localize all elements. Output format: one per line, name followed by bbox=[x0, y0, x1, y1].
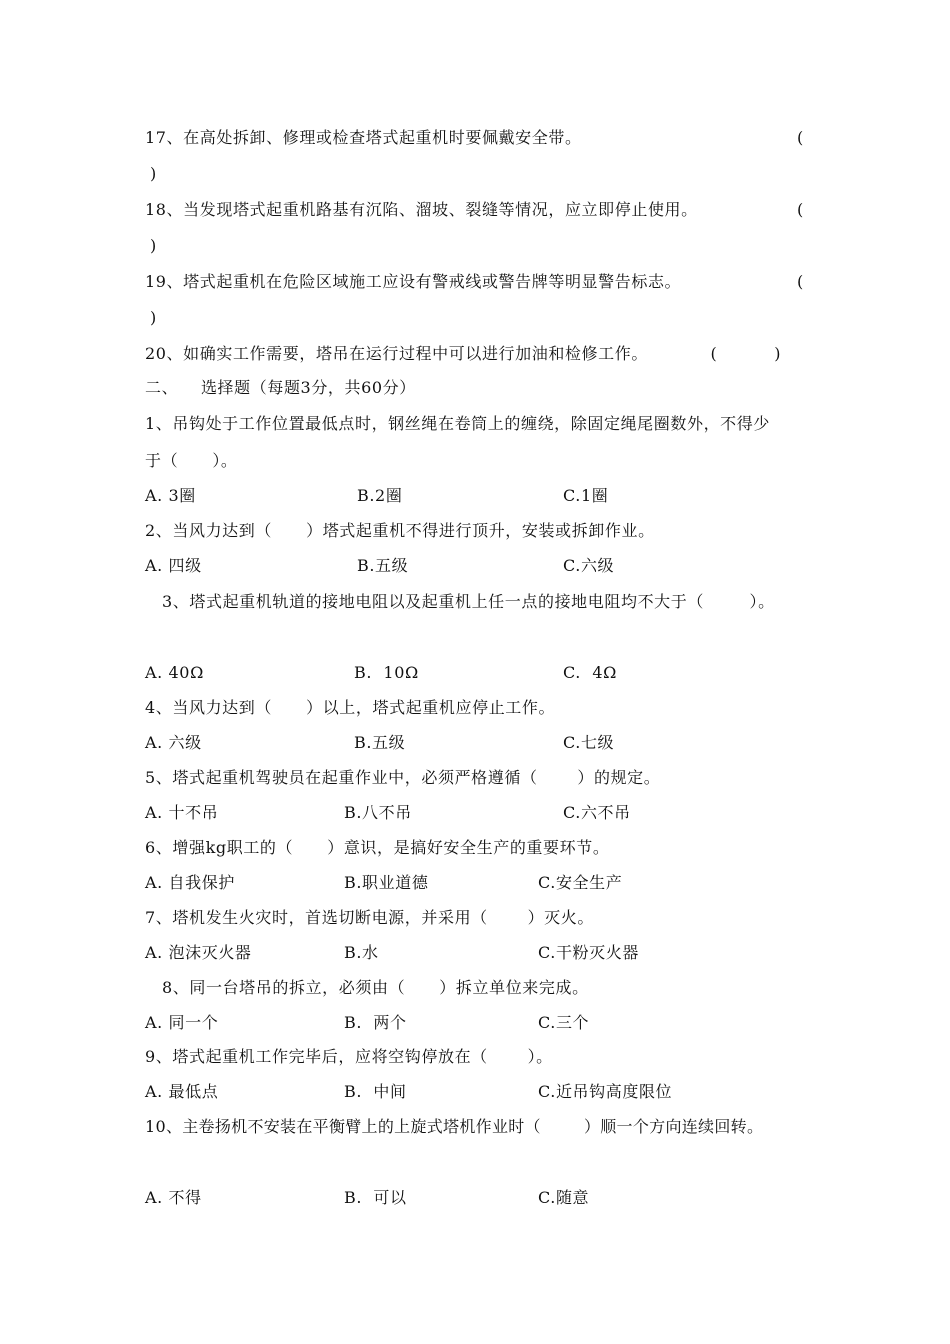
mc-question-5-line1: 5、塔式起重机驾驶员在起重作业中，必须严格遵循（ ）的规定。 bbox=[145, 768, 661, 787]
mc-question-2-option-b: B.五级 bbox=[357, 556, 409, 575]
mc-question-5-option-a: A. 十不吊 bbox=[145, 803, 219, 822]
mc-question-9-option-a: A. 最低点 bbox=[145, 1082, 219, 1101]
mc-question-9-option-b: B. 中间 bbox=[344, 1082, 407, 1101]
mc-question-7-option-b: B.水 bbox=[344, 943, 379, 962]
mc-question-2-option-a: A. 四级 bbox=[145, 556, 202, 575]
question-17-text: 17、在高处拆卸、修理或检查塔式起重机时要佩戴安全带。 bbox=[145, 128, 582, 147]
mc-question-6-option-b: B.职业道德 bbox=[344, 873, 429, 892]
mc-question-7-option-c: C.干粉灭火器 bbox=[538, 943, 639, 962]
mc-question-4-option-a: A. 六级 bbox=[145, 733, 202, 752]
mc-question-3-option-a: A. 40Ω bbox=[145, 663, 204, 682]
mc-question-4-option-c: C.七级 bbox=[563, 733, 615, 752]
mc-question-5-option-b: B.八不吊 bbox=[344, 803, 412, 822]
mc-question-4-option-b: B.五级 bbox=[354, 733, 406, 752]
mc-question-10-option-b: B. 可以 bbox=[344, 1188, 407, 1207]
question-17-open-paren: ( bbox=[797, 128, 804, 147]
mc-question-3-line1: 3、塔式起重机轨道的接地电阻以及起重机上任一点的接地电阻均不大于（ ）。 bbox=[162, 592, 775, 611]
question-19-close-paren: ) bbox=[150, 308, 157, 327]
mc-question-8-line1: 8、同一台塔吊的拆立，必须由（ ）拆立单位来完成。 bbox=[162, 978, 589, 997]
mc-question-9-line1: 9、塔式起重机工作完毕后，应将空钩停放在（ ）。 bbox=[145, 1047, 553, 1066]
mc-question-10-option-c: C.随意 bbox=[538, 1188, 590, 1207]
mc-question-9-option-c: C.近吊钩高度限位 bbox=[538, 1082, 673, 1101]
mc-question-1-option-c: C.1圈 bbox=[563, 486, 609, 505]
mc-question-8-option-a: A. 同一个 bbox=[145, 1013, 219, 1032]
question-19-open-paren: ( bbox=[797, 272, 804, 291]
mc-question-10-option-a: A. 不得 bbox=[145, 1188, 202, 1207]
mc-question-1-option-a: A. 3圈 bbox=[145, 486, 196, 505]
mc-question-1-line1: 1、吊钩处于工作位置最低点时，钢丝绳在卷筒上的缠绕，除固定绳尾圈数外，不得少 bbox=[145, 414, 770, 433]
question-18-close-paren: ) bbox=[150, 236, 157, 255]
mc-question-7-line1: 7、塔机发生火灾时，首选切断电源，并采用（ ）灭火。 bbox=[145, 908, 594, 927]
mc-question-7-option-a: A. 泡沫灭火器 bbox=[145, 943, 252, 962]
mc-question-1-option-b: B.2圈 bbox=[357, 486, 403, 505]
mc-question-4-line1: 4、当风力达到（ ）以上，塔式起重机应停止工作。 bbox=[145, 698, 556, 717]
mc-question-2-line1: 2、当风力达到（ ）塔式起重机不得进行顶升，安装或拆卸作业。 bbox=[145, 521, 655, 540]
mc-question-2-option-c: C.六级 bbox=[563, 556, 615, 575]
mc-question-3-option-c: C. 4Ω bbox=[563, 663, 617, 682]
mc-question-1-line2: 于（ ）。 bbox=[145, 451, 238, 470]
mc-question-8-option-c: C.三个 bbox=[538, 1013, 590, 1032]
question-20-text: 20、如确实工作需要，塔吊在运行过程中可以进行加油和检修工作。 ( ) bbox=[145, 344, 782, 363]
question-18-open-paren: ( bbox=[797, 200, 804, 219]
mc-question-8-option-b: B. 两个 bbox=[344, 1013, 407, 1032]
section-title: 二、 选择题（每题3分，共60分） bbox=[145, 378, 416, 397]
mc-question-6-option-c: C.安全生产 bbox=[538, 873, 623, 892]
question-18-text: 18、当发现塔式起重机路基有沉陷、溜坡、裂缝等情况，应立即停止使用。 bbox=[145, 200, 698, 219]
mc-question-3-option-b: B. 10Ω bbox=[354, 663, 419, 682]
mc-question-10-line1: 10、主卷扬机不安装在平衡臂上的上旋式塔机作业时（ ）顺一个方向连续回转。 bbox=[145, 1117, 764, 1136]
mc-question-5-option-c: C.六不吊 bbox=[563, 803, 631, 822]
question-19-text: 19、塔式起重机在危险区域施工应设有警戒线或警告牌等明显警告标志。 bbox=[145, 272, 682, 291]
mc-question-6-line1: 6、增强kg职工的（ ）意识，是搞好安全生产的重要环节。 bbox=[145, 838, 610, 857]
mc-question-6-option-a: A. 自我保护 bbox=[145, 873, 235, 892]
question-17-close-paren: ) bbox=[150, 164, 157, 183]
